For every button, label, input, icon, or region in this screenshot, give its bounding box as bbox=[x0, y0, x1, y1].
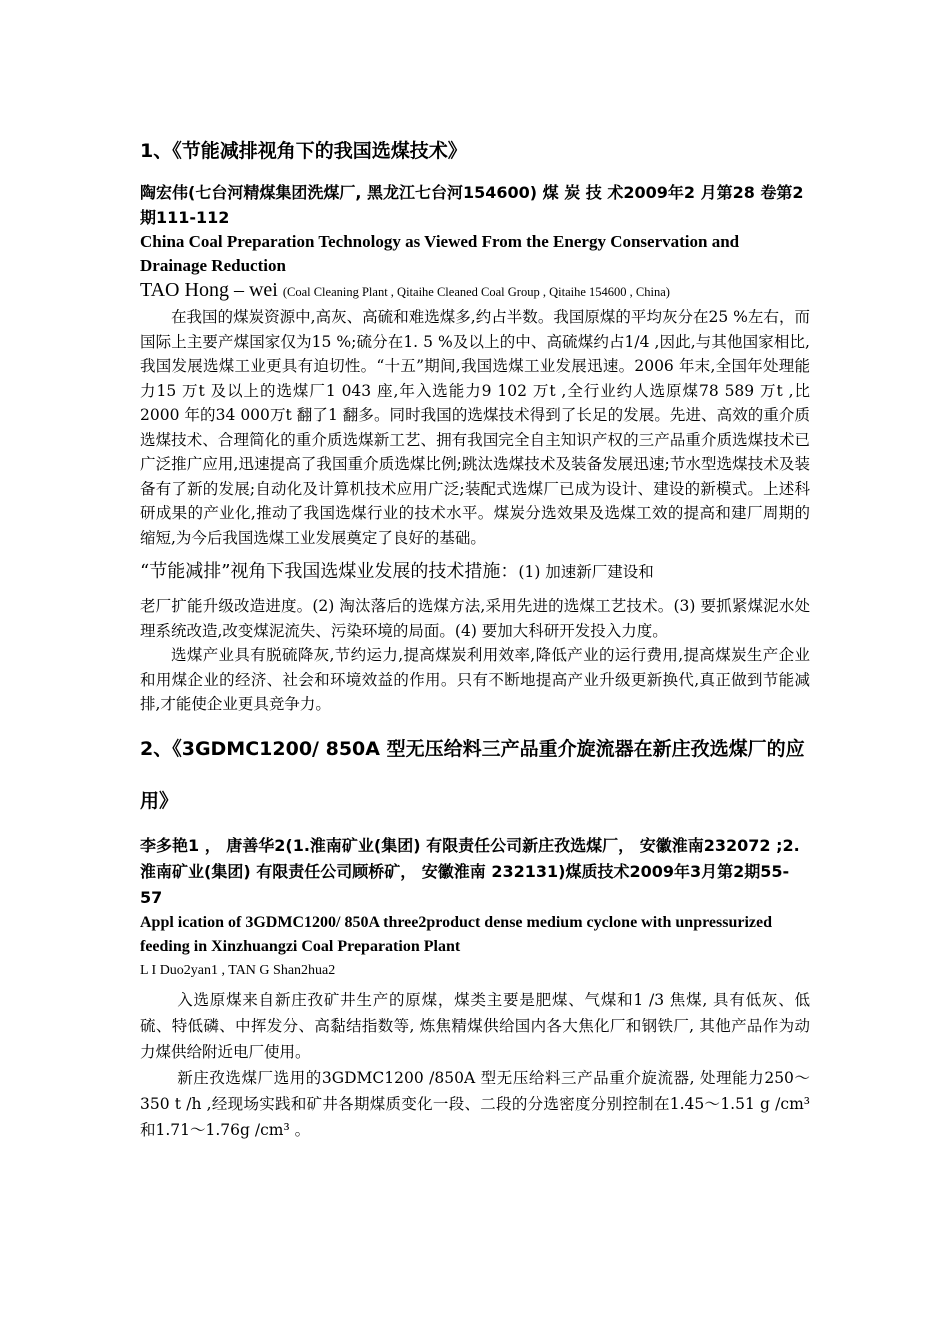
article1-paragraph-1: 在我国的煤炭资源中,高灰、高硫和难选煤多,约占半数。我国原煤的平均灰分在25 %左右，而国际上主要产煤国家仅为15 %;硫分在1. 5 %及以上的中、高硫煤约占1/4 ,因此,与其他国家相比,我国发展选煤工业更具有迫切性。“十五”期间,我国选煤工业发展迅速。2006 年末,全国年处理能力15 万t 及以上的选煤厂1 043 座,年入选能力9 102 万t ,全行业约人选原煤78 589 万t ,比2000 年的34 000万t 翻了1 翻多。同时我国的选煤技术得到了长足的发展。先进、高效的重介质选煤技术、合理简化的重介质选煤新工艺、拥有我国完全自主知识产权的三产品重介质选煤技术已广泛推广应用,迅速提高了我国重介质选煤比例;跳汰选煤技术及装备发展迅速;节水型选煤技术及装备有了新的发展;自动化及计算机技术应用广泛;装配式选煤厂已成为设计、建设的新模式。上述科研成果的产业化,推动了我国选煤行业的技术水平。煤炭分选效果及选煤工效的提高和建厂周期的缩短,为今后我国选煤工业发展奠定了良好的基础。 bbox=[140, 308, 810, 547]
article1-english-affiliation: (Coal Cleaning Plant , Qitaihe Cleaned Coal Group , Qitaihe 154600 , China) bbox=[282, 285, 670, 299]
article1-paragraph-4: 选煤产业具有脱硫降灰,节约运力,提高煤炭利用效率,降低产业的运行费用,提高煤炭生产企业和用煤企业的经济、社会和环境效益的作用。只有不断地提高产业升级更新换代,真正做到节能减排,才能使企业更具竞争力。 bbox=[140, 646, 810, 713]
article1-paragraph-3: 老厂扩能升级改造进度。(2) 淘汰落后的选煤方法,采用先进的选煤工艺技术。(3) 要抓紧煤泥水处理系统改造,改变煤泥流失、污染环境的局面。(4) 要加大科研开发投入力度。 bbox=[140, 597, 810, 640]
article2-title: 2、《3GDMC1200/ 850A 型无压给料三产品重介旋流器在新庄孜选煤厂的应用》 bbox=[140, 737, 805, 812]
article1-english-author: TAO Hong – wei bbox=[140, 279, 278, 301]
article1-english-author-line bbox=[140, 278, 810, 305]
article1-english-title: China Coal Preparation Technology as Viewed From the Energy Conservation and Drainage Reduction bbox=[140, 232, 740, 275]
article2-english-authors: L I Duo2yan1 , TAN G Shan2hua2 bbox=[140, 962, 336, 978]
article2-paragraph-2: 新庄孜选煤厂选用的3GDMC1200 /850A 型无压给料三产品重介旋流器, 处理能力250～350 t /h ,经现场实践和矿井各期煤质变化一段、二段的分选密度分别控制在1.45～1.51 g /cm³ 和1.71～1.76g /cm³ 。 bbox=[140, 1068, 810, 1139]
article2-english-title: Appl ication of 3GDMC1200/ 850A three2product dense medium cyclone with unpressurized feeding in Xinzhuangzi Coal Preparation Plant bbox=[140, 913, 773, 955]
article1-measures-lead: “节能减排”视角下我国选煤业发展的技术措施： bbox=[140, 561, 519, 582]
article2-paragraph-1: 入选原煤来自新庄孜矿井生产的原煤，煤类主要是肥煤、气煤和1 /3 焦煤, 具有低灰、低硫、特低磷、中挥发分、高黏结指数等, 炼焦精煤供给国内各大焦化厂和钢铁厂, 其他产品作为动力煤供给附近电厂使用。 bbox=[140, 990, 810, 1061]
article1-paragraph-2 bbox=[140, 550, 810, 594]
article1-measures-first: (1) 加速新厂建设和 bbox=[518, 563, 654, 581]
article1-authors: 陶宏伟(七台河精煤集团洗煤厂, 黑龙江七台河154600) 煤 炭 技 术2009年2 月第28 卷第2 期111-112 bbox=[140, 183, 804, 227]
article2-authors: 李多艳1 ， 唐善华2(1.淮南矿业(集团) 有限责任公司新庄孜选煤厂， 安徽淮南232072 ;2. 淮南矿业(集团) 有限责任公司顾桥矿， 安徽淮南 232131)煤质技术2009年3月第2期55-57 bbox=[140, 835, 800, 907]
article1-title: 1、《节能减排视角下的我国选煤技术》 bbox=[140, 140, 467, 162]
